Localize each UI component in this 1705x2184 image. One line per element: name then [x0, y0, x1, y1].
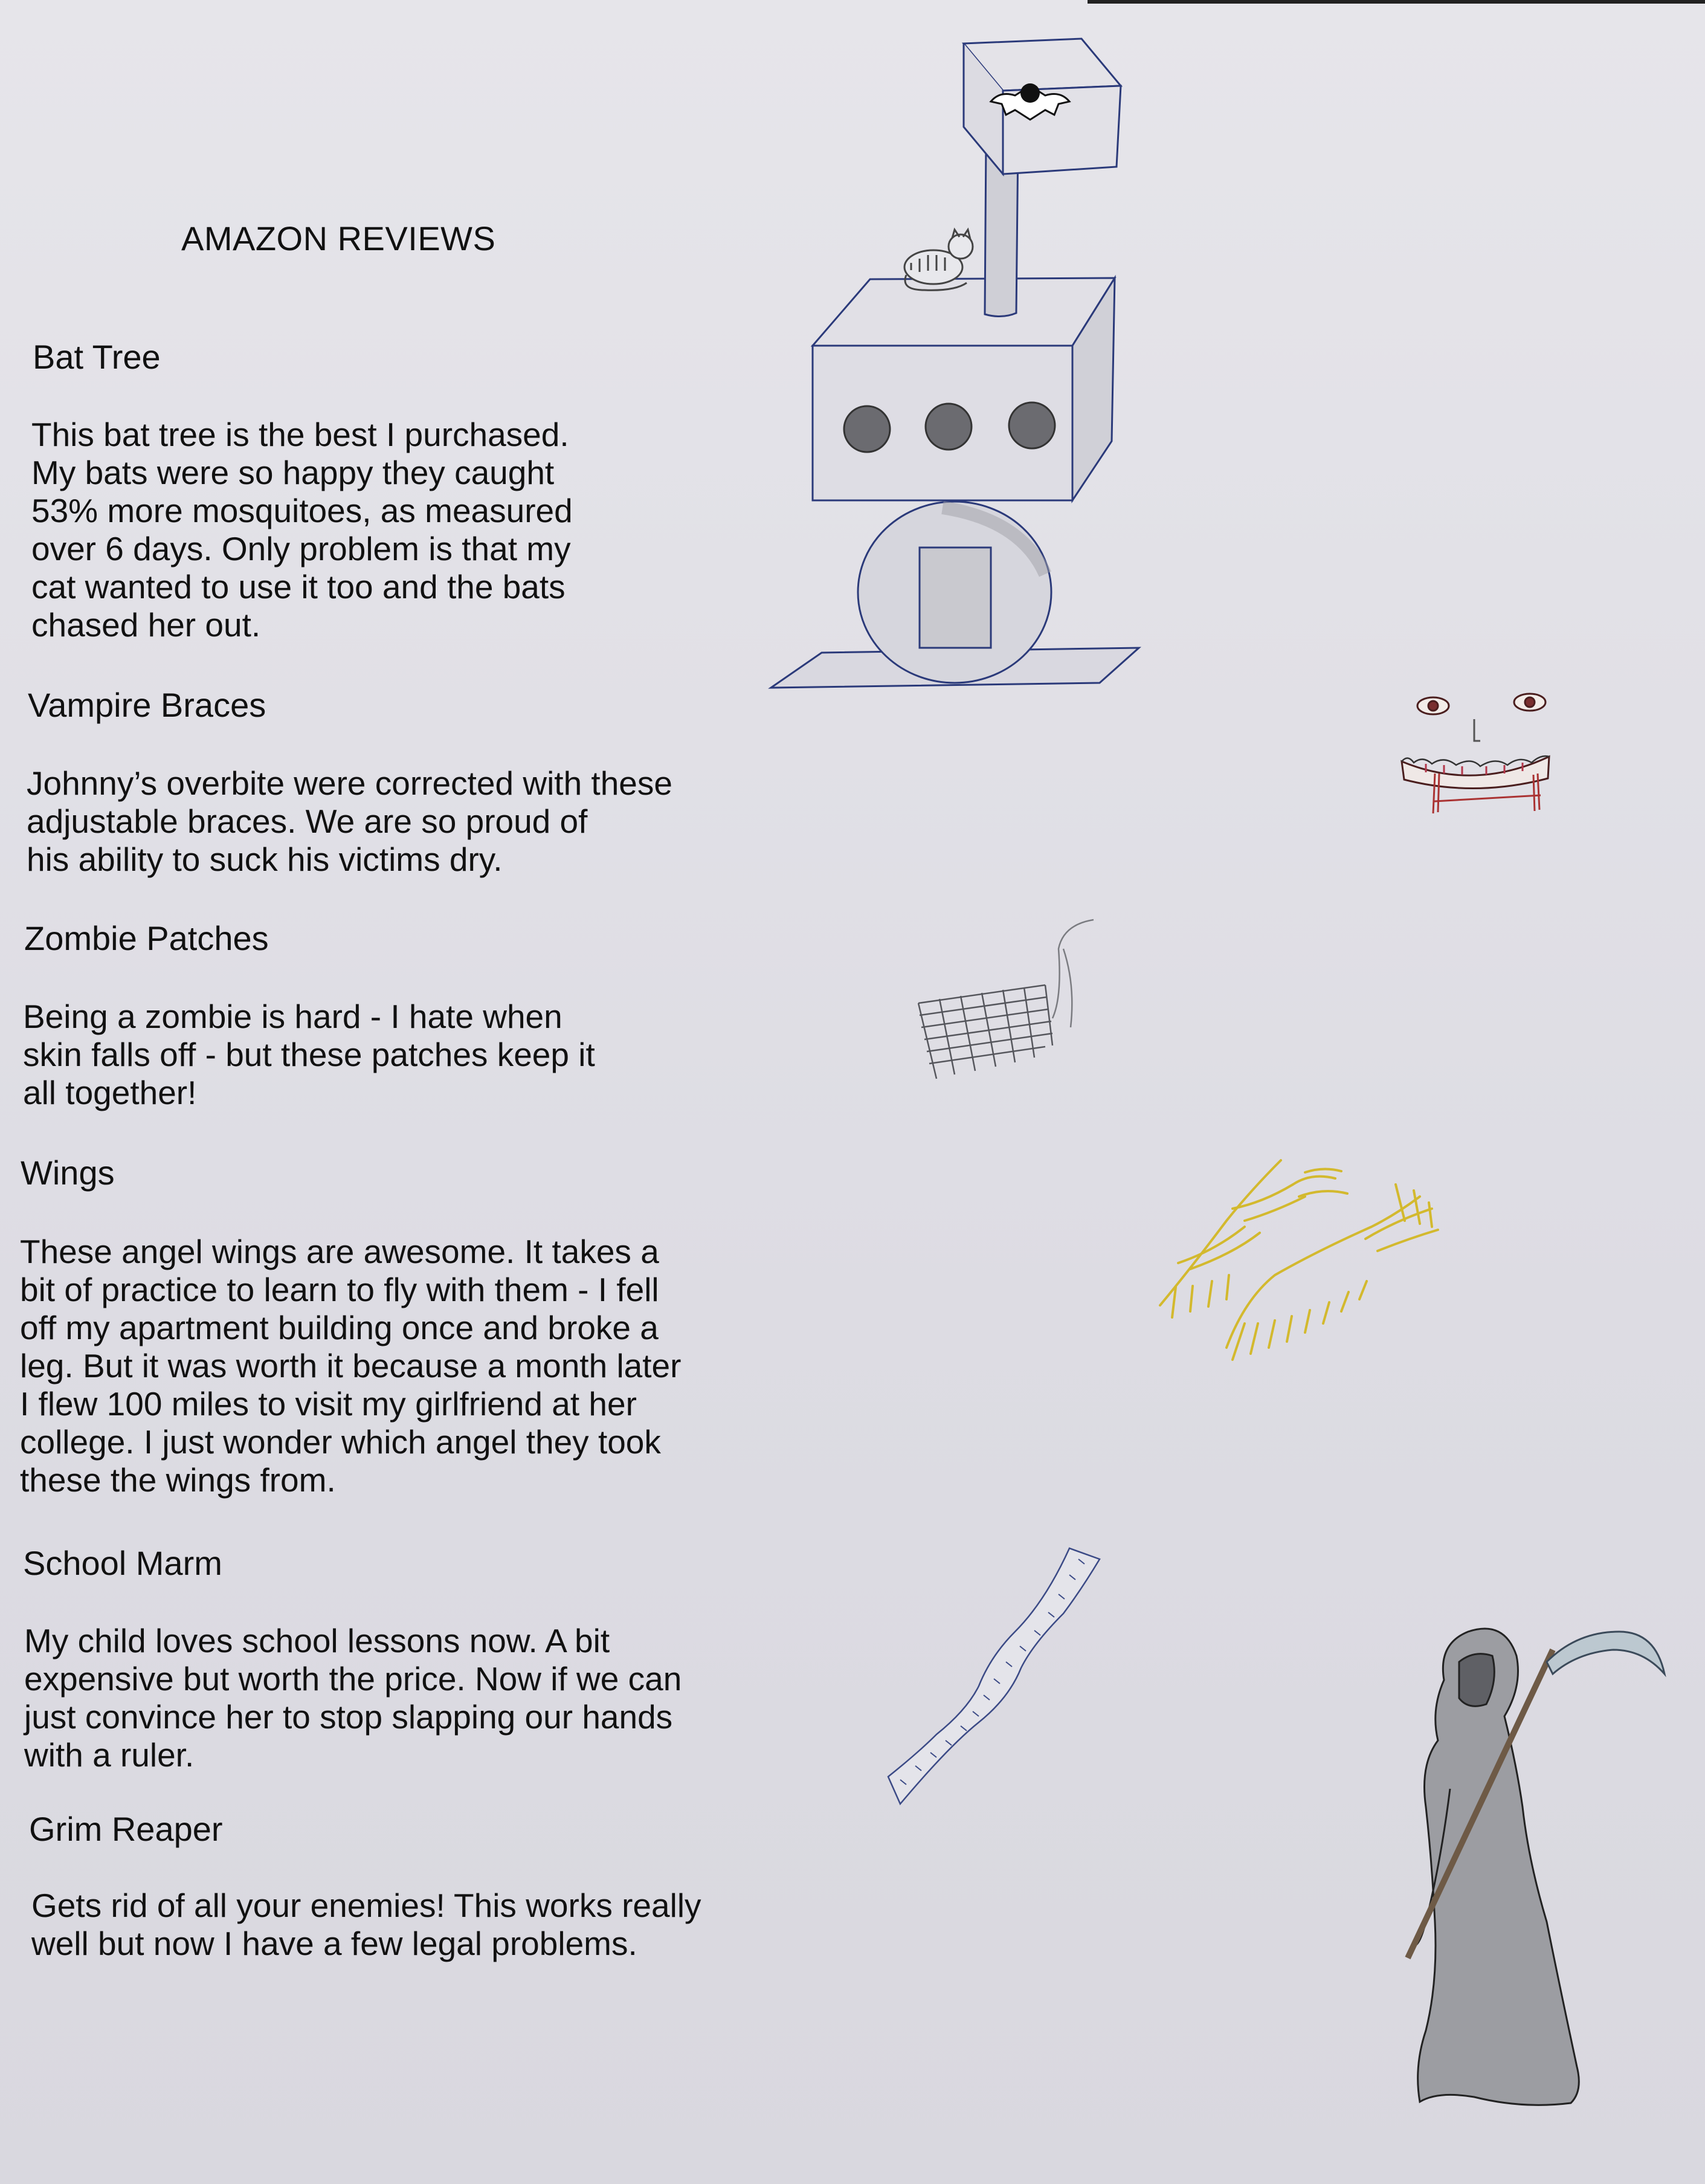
vampire-face-drawing	[1390, 683, 1559, 834]
review-text-wings: These angel wings are awesome. It takes a bit of practice to learn to fly with them - I fell off my apartment building once and broke a leg. But it was worth it because a month later I flew 100 miles to visit my girlfriend at her college. I just wonder which angel they took these the wings from.	[20, 1233, 682, 1499]
grim-reaper-drawing	[1378, 1607, 1680, 2127]
review-heading-school-marm: School Marm	[23, 1544, 222, 1582]
review-text-vampire-braces: Johnny’s overbite were corrected with these adjustable braces. We are so proud of his ability to suck his victims dry.	[27, 764, 672, 878]
review-heading-grim-reaper: Grim Reaper	[29, 1810, 223, 1848]
paper-edge	[1088, 0, 1705, 4]
ruler-drawing	[882, 1541, 1112, 1813]
review-text-zombie-patches: Being a zombie is hard - I hate when skin falls off - but these patches keep it all together!	[23, 998, 595, 1111]
review-text-school-marm: My child loves school lessons now. A bit expensive but worth the price. Now if we can just convince her to stop slapping our hands with a ruler.	[24, 1622, 682, 1774]
review-heading-wings: Wings	[21, 1154, 115, 1192]
zombie-patch-drawing	[900, 913, 1100, 1094]
review-heading-bat-tree: Bat Tree	[33, 338, 161, 376]
page-title: AMAZON REVIEWS	[181, 219, 496, 257]
bat-tree-drawing	[761, 30, 1160, 695]
review-text-grim-reaper: Gets rid of all your enemies! This works really well but now I have a few legal problems.	[31, 1887, 701, 1962]
review-heading-vampire-braces: Vampire Braces	[28, 686, 266, 724]
review-heading-zombie-patches: Zombie Patches	[24, 919, 269, 957]
angel-wings-drawing	[1154, 1148, 1444, 1372]
review-text-bat-tree: This bat tree is the best I purchased. My bats were so happy they caught 53% more mosquitoes, as measured over 6 days. Only problem is that my cat wanted to use it too and the bats chased her out.	[31, 416, 573, 644]
